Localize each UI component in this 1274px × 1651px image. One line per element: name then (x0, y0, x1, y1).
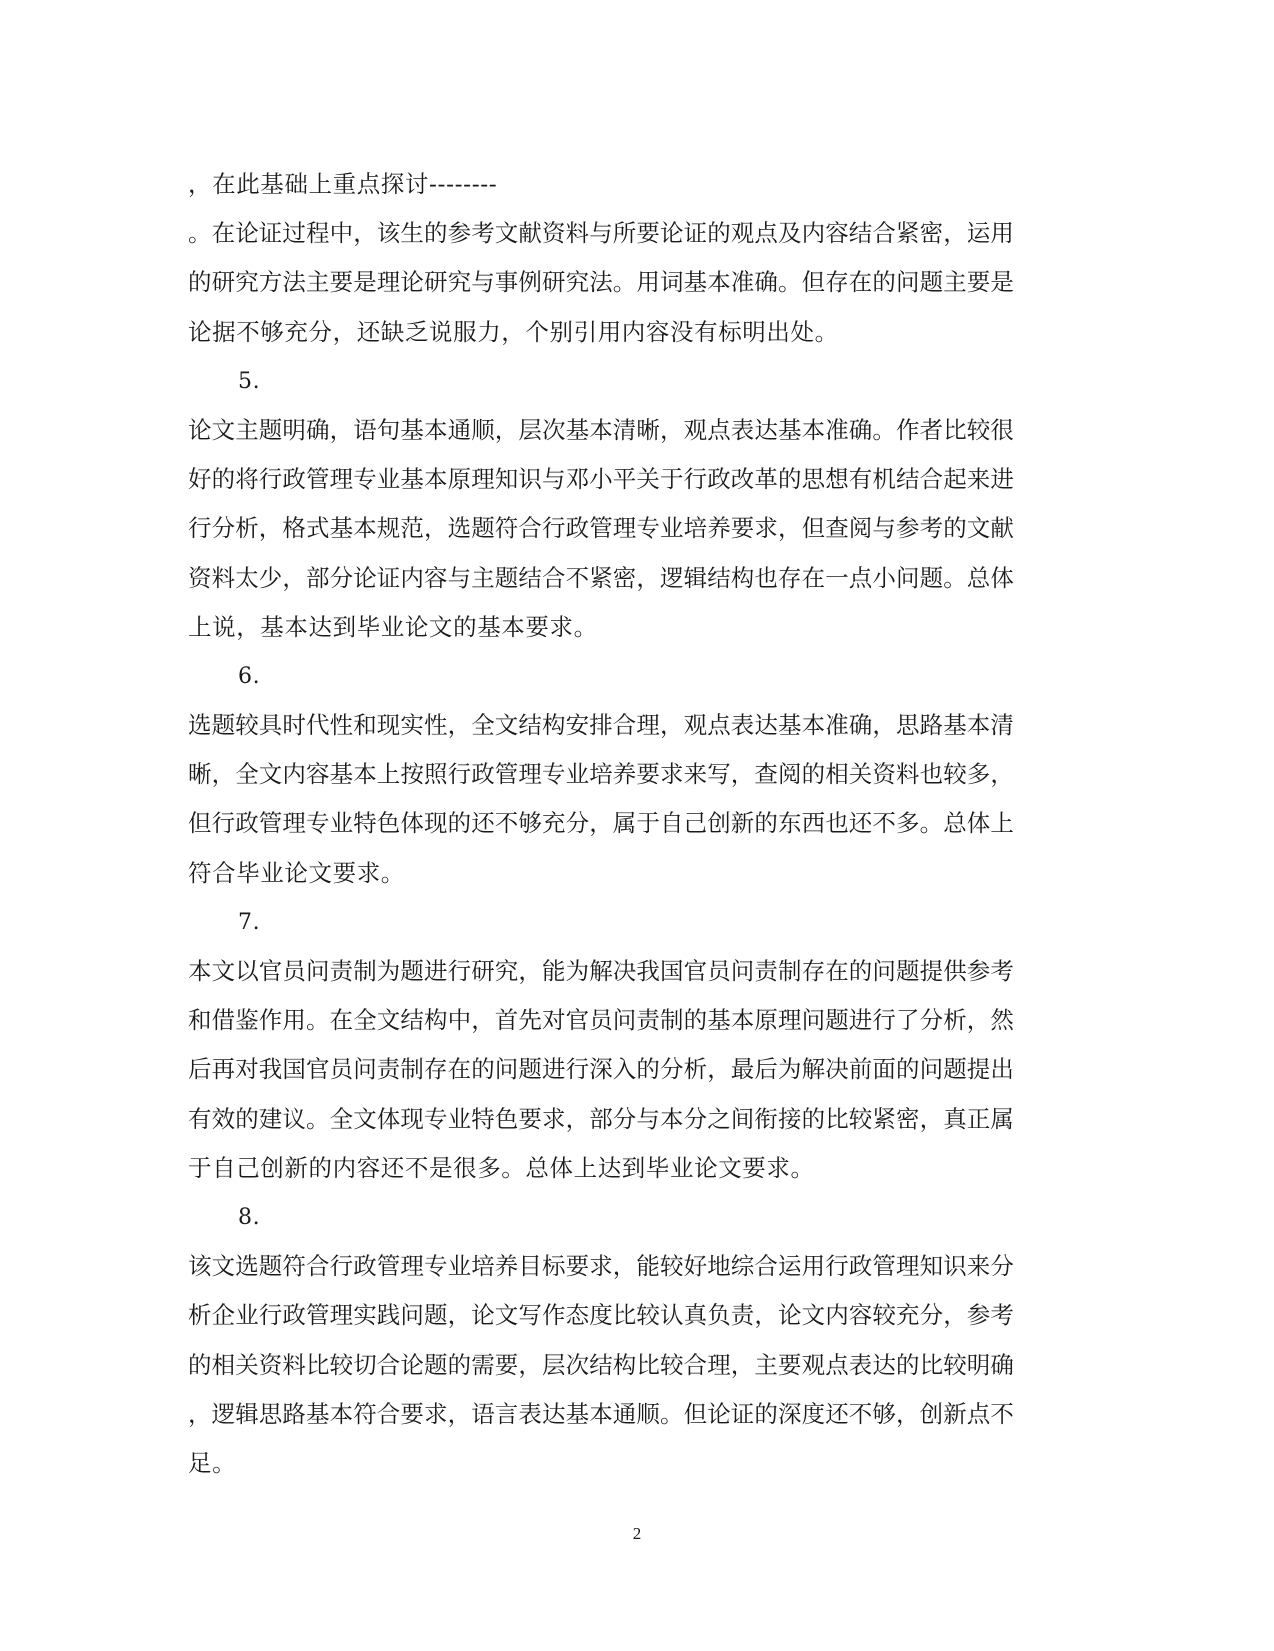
document-body (188, 160, 1068, 1488)
text-line: 晰，全文内容基本上按照行政管理专业培养要求来写，查阅的相关资料也较多， (188, 760, 1014, 789)
text-line: 和借鉴作用。在全文结构中，首先对官员问责制的基本原理问题进行了分析，然 (188, 1006, 1014, 1035)
text-line: 析企业行政管理实践问题，论文写作态度比较认真负责，论文内容较充分，参考 (188, 1301, 1014, 1330)
text-line: 行分析，格式基本规范，选题符合行政管理专业培养要求，但查阅与参考的文献 (188, 514, 1014, 543)
text-line: 的相关资料比较切合论题的需要，层次结构比较合理，主要观点表达的比较明确 (188, 1350, 1014, 1379)
text-line: ，逻辑思路基本符合要求，语言表达基本通顺。但论证的深度还不够，创新点不 (188, 1399, 1014, 1428)
text-line: 选题较具时代性和现实性，全文结构安排合理，观点表达基本准确，思路基本清 (188, 711, 1014, 740)
text-line: 于自己创新的内容还不是很多。总体上达到毕业论文要求。 (188, 1153, 815, 1182)
text-line: 但行政管理专业特色体现的还不够充分，属于自己创新的东西也还不多。总体上 (188, 809, 1014, 838)
item-number: 8. (238, 1204, 261, 1230)
text-line: 。在论证过程中，该生的参考文献资料与所要论证的观点及内容结合紧密，运用 (188, 219, 1014, 248)
text-line: 好的将行政管理专业基本原理知识与邓小平关于行政改革的思想有机结合起来进 (188, 465, 1014, 494)
text-line: ，在此基础上重点探讨-------- (188, 170, 498, 198)
item-number: 7. (238, 909, 261, 935)
text-line: 的研究方法主要是理论研究与事例研究法。用词基本准确。但存在的问题主要是 (188, 268, 1014, 297)
text-line: 论文主题明确，语句基本通顺，层次基本清晰，观点表达基本准确。作者比较很 (188, 415, 1014, 444)
text-line: 该文选题符合行政管理专业培养目标要求，能较好地综合运用行政管理知识来分 (188, 1252, 1014, 1281)
text-line: 后再对我国官员问责制存在的问题进行深入的分析，最后为解决前面的问题提出 (188, 1055, 1014, 1084)
text-line: 足。 (188, 1448, 237, 1477)
item-number: 5. (238, 368, 261, 394)
text-line: 上说，基本达到毕业论文的基本要求。 (188, 612, 598, 641)
item-number: 6. (238, 663, 261, 689)
page-number: 2 (632, 1524, 642, 1543)
text-line: 本文以官员问责制为题进行研究，能为解决我国官员问责制存在的问题提供参考 (188, 957, 1014, 985)
text-line: 论据不够充分，还缺乏说服力，个别引用内容没有标明出处。 (188, 317, 839, 346)
text-line: 符合毕业论文要求。 (188, 858, 405, 887)
text-line: 有效的建议。全文体现专业特色要求，部分与本分之间衔接的比较紧密，真正属 (188, 1104, 1014, 1133)
text-line: 资料太少，部分论证内容与主题结合不紧密，逻辑结构也存在一点小问题。总体 (188, 563, 1014, 592)
